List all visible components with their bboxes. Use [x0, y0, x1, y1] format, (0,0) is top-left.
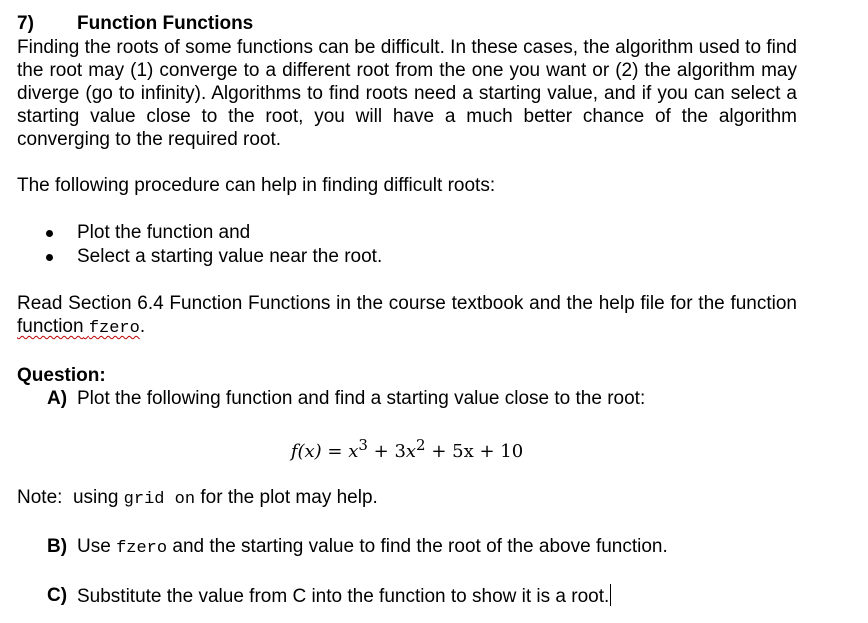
question-label: Question: — [17, 365, 106, 386]
equation-term1-base: x — [348, 441, 359, 462]
equation-plus1: + — [367, 441, 395, 462]
procedure-list — [17, 221, 797, 268]
spellcheck-flagged-phrase[interactable] — [17, 316, 140, 337]
read-paragraph — [17, 292, 797, 340]
read-text: Read Section 6.4 Function Functions in the course textbook and the help file for the function — [17, 293, 797, 314]
question-b-letter: B) — [47, 536, 68, 557]
note-suffix: for the plot may help. — [195, 487, 378, 508]
equation-lhs: f(x) — [290, 441, 322, 462]
section-heading — [17, 12, 797, 36]
bullet-icon — [46, 254, 53, 261]
question-a-text: Plot the following function and find a starting value close to the root: — [77, 388, 646, 409]
equation — [17, 433, 797, 464]
question-b-pre: Use — [77, 536, 117, 557]
list-item-text: Plot the function and — [77, 222, 251, 243]
equation-term2-exp: 2 — [416, 436, 426, 454]
procedure-intro: The following procedure can help in finding difficult roots: — [17, 175, 496, 196]
section-title: Function Functions — [77, 13, 254, 34]
list-item — [17, 221, 797, 245]
equation-term1-exp: 3 — [358, 436, 368, 454]
equation-term4: 10 — [500, 441, 524, 462]
equation-term2-coef: 3 — [394, 441, 406, 462]
question-b-code: fzero — [116, 539, 168, 558]
question-b-post: and the starting value to find the root of the above function. — [167, 536, 668, 557]
equation-term3: 5x — [452, 441, 474, 462]
question-c[interactable] — [17, 584, 797, 608]
read-end: . — [139, 316, 146, 337]
question-b — [17, 535, 797, 560]
list-item — [17, 245, 797, 269]
equation-term2-base: x — [405, 441, 417, 462]
bullet-icon — [46, 230, 53, 237]
equation-plus3: + — [473, 441, 501, 462]
intro-paragraph: Finding the roots of some functions can be difficult. In these cases, the algorithm used to find the root may (1) converge to a different root from the one you want or (2) the algorithm may diverge (go to infinity). Algorithms to find roots need a starting value, and if you can select a starting value close to the root, you will have a much better chance of the algorithm converging to the required root. — [17, 37, 797, 150]
text-cursor — [610, 584, 611, 606]
note-code: grid on — [123, 490, 196, 509]
question-c-letter: C) — [47, 585, 68, 606]
read-code-fzero: fzero — [88, 319, 140, 338]
question-c-text: Substitute the value from C into the function to show it is a root. — [77, 586, 610, 607]
equation-equals: = — [321, 441, 349, 462]
list-item-text: Select a starting value near the root. — [77, 245, 383, 267]
note-prefix: Note: using — [17, 487, 124, 508]
section-number: 7) — [17, 13, 34, 34]
note-line — [17, 486, 797, 511]
read-flagged-word: function — [17, 316, 84, 337]
document-page — [17, 12, 797, 608]
equation-plus2: + — [425, 441, 453, 462]
question-a-letter: A) — [47, 388, 68, 409]
question-a — [17, 387, 797, 410]
